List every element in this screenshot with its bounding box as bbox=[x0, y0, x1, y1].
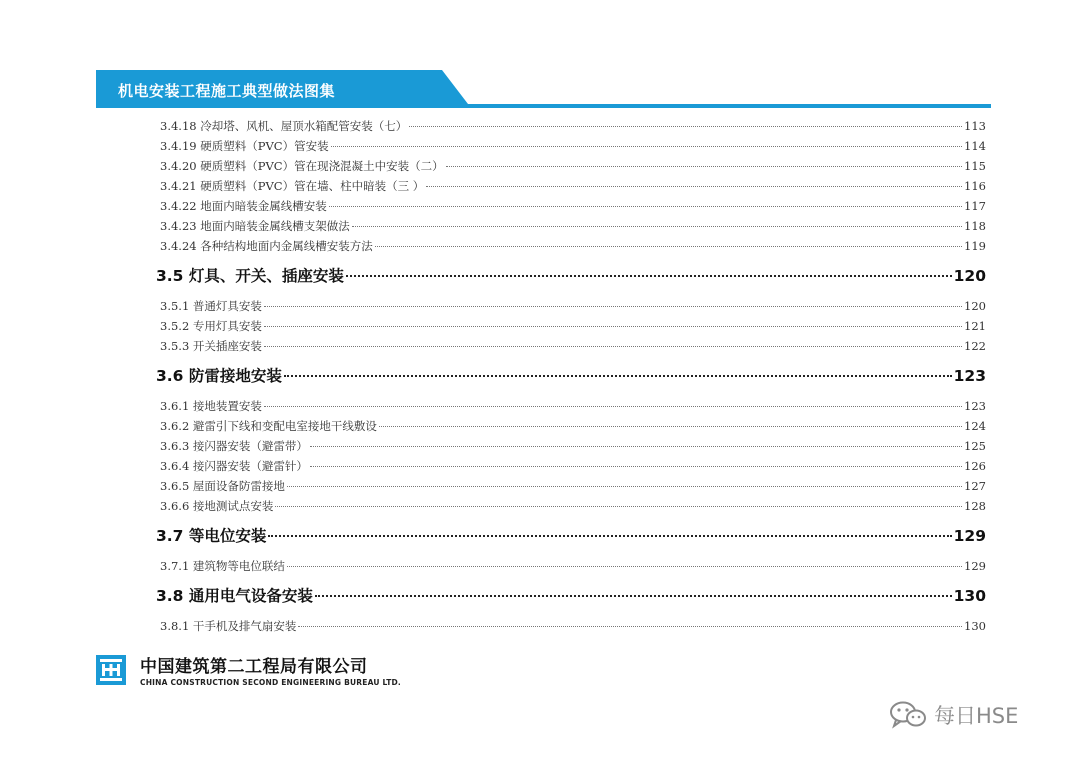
toc-item-title: 3.6.6 接地测试点安装 bbox=[160, 499, 274, 513]
dot-leader bbox=[310, 466, 962, 467]
toc-item-title: 3.8.1 干手机及排气扇安装 bbox=[160, 619, 297, 633]
toc-page-number: 122 bbox=[964, 339, 986, 353]
dot-leader bbox=[275, 506, 962, 507]
toc-item-title: 3.4.23 地面内暗装金属线槽支架做法 bbox=[160, 219, 350, 233]
toc-page-number: 130 bbox=[953, 587, 986, 605]
toc-item-row bbox=[160, 338, 986, 358]
toc-item-title: 3.4.20 硬质塑料（PVC）管在现浇混凝土中安装（二） bbox=[160, 159, 444, 173]
watermark-text: 每日HSE bbox=[934, 704, 1019, 728]
company-name-cn: 中国建筑第二工程局有限公司 bbox=[140, 657, 368, 677]
toc-page-number: 129 bbox=[953, 527, 986, 545]
toc-item-title: 3.4.22 地面内暗装金属线槽安装 bbox=[160, 199, 327, 213]
toc-page-number: 115 bbox=[964, 159, 986, 173]
toc-page-number: 130 bbox=[964, 619, 986, 633]
toc-item-row bbox=[160, 458, 986, 478]
toc-page-number: 117 bbox=[964, 199, 986, 213]
toc-section-row bbox=[156, 264, 986, 292]
dot-leader bbox=[329, 206, 962, 207]
toc-item-row bbox=[160, 178, 986, 198]
toc-page-number: 127 bbox=[964, 479, 986, 493]
toc-item-title: 3.4.21 硬质塑料（PVC）管在墙、柱中暗装（三 ） bbox=[160, 179, 425, 193]
toc-page-number: 124 bbox=[964, 419, 986, 433]
toc-item-row bbox=[160, 158, 986, 178]
toc-item-title: 3.6.2 避雷引下线和变配电室接地干线敷设 bbox=[160, 419, 377, 433]
dot-leader bbox=[264, 306, 962, 307]
toc-item-row bbox=[160, 198, 986, 218]
toc-item-row bbox=[160, 138, 986, 158]
dot-leader bbox=[375, 246, 962, 247]
dot-leader bbox=[346, 275, 952, 277]
toc-item-row bbox=[160, 218, 986, 238]
toc-item-row bbox=[160, 238, 986, 258]
toc-section-row bbox=[156, 524, 986, 552]
toc-item-title: 3.4.24 各种结构地面内金属线槽安装方法 bbox=[160, 239, 373, 253]
toc-page-number: 123 bbox=[953, 367, 986, 385]
dot-leader bbox=[264, 346, 962, 347]
dot-leader bbox=[268, 535, 951, 537]
toc-section-title: 3.7 等电位安装 bbox=[156, 527, 267, 545]
toc-page-number: 116 bbox=[964, 179, 986, 193]
toc-item-title: 3.4.19 硬质塑料（PVC）管安装 bbox=[160, 139, 329, 153]
dot-leader bbox=[446, 166, 962, 167]
toc-page-number: 128 bbox=[964, 499, 986, 513]
toc-item-title: 3.6.1 接地装置安装 bbox=[160, 399, 262, 413]
toc-page-number: 120 bbox=[953, 267, 986, 285]
toc-item-row bbox=[160, 478, 986, 498]
toc-item-title: 3.5.3 开关插座安装 bbox=[160, 339, 262, 353]
dot-leader bbox=[284, 375, 952, 377]
toc-page-number: 119 bbox=[964, 239, 986, 253]
toc-section-row bbox=[156, 364, 986, 392]
document-header bbox=[96, 70, 991, 108]
cscec-logo-icon bbox=[96, 655, 126, 685]
toc-item-title: 3.4.18 冷却塔、风机、屋顶水箱配管安装（七） bbox=[160, 119, 408, 133]
toc-section-row bbox=[156, 584, 986, 612]
dot-leader bbox=[298, 626, 962, 627]
dot-leader bbox=[379, 426, 962, 427]
toc-section-title: 3.5 灯具、开关、插座安装 bbox=[156, 267, 344, 285]
dot-leader bbox=[310, 446, 962, 447]
toc-page-number: 113 bbox=[964, 119, 986, 133]
dot-leader bbox=[352, 226, 962, 227]
toc-item-title: 3.5.1 普通灯具安装 bbox=[160, 299, 262, 313]
dot-leader bbox=[264, 406, 962, 407]
dot-leader bbox=[315, 595, 952, 597]
toc-page-number: 126 bbox=[964, 459, 986, 473]
toc-item-row bbox=[160, 118, 986, 138]
dot-leader bbox=[264, 326, 962, 327]
dot-leader bbox=[409, 126, 962, 127]
toc-section-title: 3.8 通用电气设备安装 bbox=[156, 587, 313, 605]
toc-item-title: 3.6.4 接闪器安装（避雷针） bbox=[160, 459, 308, 473]
toc-item-title: 3.5.2 专用灯具安装 bbox=[160, 319, 262, 333]
toc-page-number: 125 bbox=[964, 439, 986, 453]
toc-page-number: 121 bbox=[964, 319, 986, 333]
header-title: 机电安装工程施工典型做法图集 bbox=[118, 82, 336, 100]
dot-leader bbox=[287, 486, 962, 487]
toc-section-title: 3.6 防雷接地安装 bbox=[156, 367, 282, 385]
dot-leader bbox=[426, 186, 962, 187]
toc-item-row bbox=[160, 438, 986, 458]
toc-item-title: 3.7.1 建筑物等电位联结 bbox=[160, 559, 285, 573]
dot-leader bbox=[331, 146, 962, 147]
dot-leader bbox=[287, 566, 962, 567]
watermark bbox=[888, 700, 1018, 730]
toc-item-row bbox=[160, 498, 986, 518]
toc-page-number: 118 bbox=[964, 219, 986, 233]
toc-page-number: 120 bbox=[964, 299, 986, 313]
toc-page-number: 123 bbox=[964, 399, 986, 413]
company-name-en: CHINA CONSTRUCTION SECOND ENGINEERING BUREAU LTD. bbox=[140, 678, 401, 687]
toc-item-row bbox=[160, 418, 986, 438]
toc-item-row bbox=[160, 298, 986, 318]
toc-item-title: 3.6.5 屋面设备防雷接地 bbox=[160, 479, 285, 493]
toc-item-row bbox=[160, 318, 986, 338]
toc-item-title: 3.6.3 接闪器安装（避雷带） bbox=[160, 439, 308, 453]
wechat-icon bbox=[888, 700, 928, 730]
toc-page-number: 129 bbox=[964, 559, 986, 573]
toc-item-row bbox=[160, 558, 986, 578]
toc-item-row bbox=[160, 618, 986, 638]
toc-item-row bbox=[160, 398, 986, 418]
toc-page-number: 114 bbox=[964, 139, 986, 153]
